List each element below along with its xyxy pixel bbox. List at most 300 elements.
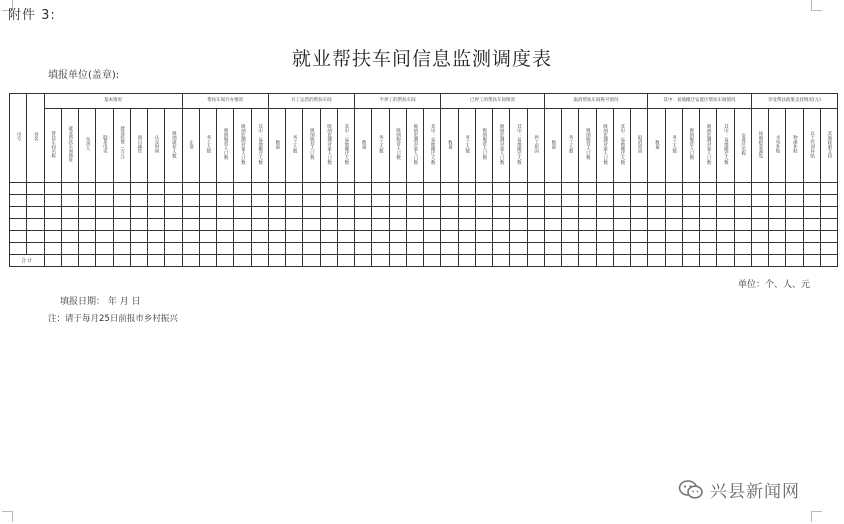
table-cell[interactable] <box>751 255 768 267</box>
table-cell[interactable] <box>130 219 147 231</box>
table-cell[interactable] <box>613 243 630 255</box>
table-cell[interactable] <box>303 183 320 195</box>
table-cell[interactable] <box>10 243 27 255</box>
table-cell[interactable] <box>372 195 389 207</box>
table-cell[interactable] <box>786 195 803 207</box>
table-cell[interactable] <box>372 255 389 267</box>
table-cell[interactable] <box>631 207 648 219</box>
table-cell[interactable] <box>769 183 786 195</box>
table-cell[interactable] <box>786 255 803 267</box>
table-cell[interactable] <box>682 243 699 255</box>
table-cell[interactable] <box>751 231 768 243</box>
table-cell[interactable] <box>613 207 630 219</box>
table-cell[interactable] <box>234 255 251 267</box>
table-cell[interactable] <box>113 219 130 231</box>
table-cell[interactable] <box>234 183 251 195</box>
table-cell[interactable] <box>596 219 613 231</box>
table-cell[interactable] <box>96 243 113 255</box>
table-cell[interactable] <box>786 207 803 219</box>
table-cell[interactable] <box>613 183 630 195</box>
table-cell[interactable] <box>199 255 216 267</box>
table-cell[interactable] <box>562 183 579 195</box>
table-cell[interactable] <box>268 195 285 207</box>
table-cell[interactable] <box>96 207 113 219</box>
table-cell[interactable] <box>148 231 165 243</box>
table-cell[interactable] <box>268 207 285 219</box>
table-cell[interactable] <box>544 231 561 243</box>
table-cell[interactable] <box>648 207 665 219</box>
table-cell[interactable] <box>579 243 596 255</box>
table-cell[interactable] <box>786 243 803 255</box>
table-cell[interactable] <box>717 255 734 267</box>
table-cell[interactable] <box>493 255 510 267</box>
table-cell[interactable] <box>372 243 389 255</box>
table-cell[interactable] <box>320 207 337 219</box>
table-cell[interactable] <box>44 219 61 231</box>
table-cell[interactable] <box>544 195 561 207</box>
table-cell[interactable] <box>10 219 27 231</box>
table-cell[interactable] <box>458 219 475 231</box>
table-cell[interactable] <box>79 219 96 231</box>
table-cell[interactable] <box>458 183 475 195</box>
table-cell[interactable] <box>734 243 751 255</box>
table-cell[interactable] <box>406 231 423 243</box>
table-cell[interactable] <box>648 231 665 243</box>
table-cell[interactable] <box>182 207 199 219</box>
table-cell[interactable] <box>475 195 492 207</box>
table-cell[interactable] <box>61 183 78 195</box>
table-cell[interactable] <box>130 243 147 255</box>
table-cell[interactable] <box>648 195 665 207</box>
table-cell[interactable] <box>527 219 544 231</box>
table-cell[interactable] <box>234 243 251 255</box>
table-cell[interactable] <box>631 183 648 195</box>
table-cell[interactable] <box>613 231 630 243</box>
table-cell[interactable] <box>10 207 27 219</box>
table-cell[interactable] <box>268 231 285 243</box>
table-cell[interactable] <box>648 255 665 267</box>
table-cell[interactable] <box>27 219 44 231</box>
table-cell[interactable] <box>372 231 389 243</box>
table-cell[interactable] <box>27 183 44 195</box>
table-cell[interactable] <box>96 255 113 267</box>
table-cell[interactable] <box>475 255 492 267</box>
table-cell[interactable] <box>786 219 803 231</box>
table-cell[interactable] <box>406 255 423 267</box>
table-cell[interactable] <box>700 207 717 219</box>
table-cell[interactable] <box>717 207 734 219</box>
table-cell[interactable] <box>355 255 372 267</box>
table-cell[interactable] <box>44 207 61 219</box>
table-cell[interactable] <box>320 183 337 195</box>
table-cell[interactable] <box>613 219 630 231</box>
table-cell[interactable] <box>493 219 510 231</box>
table-cell[interactable] <box>475 183 492 195</box>
table-cell[interactable] <box>44 243 61 255</box>
table-cell[interactable] <box>130 255 147 267</box>
table-cell[interactable] <box>303 255 320 267</box>
table-cell[interactable] <box>751 219 768 231</box>
table-cell[interactable] <box>148 195 165 207</box>
table-cell[interactable] <box>665 231 682 243</box>
table-cell[interactable] <box>234 207 251 219</box>
table-cell[interactable] <box>820 219 837 231</box>
table-cell[interactable] <box>44 183 61 195</box>
table-cell[interactable] <box>389 219 406 231</box>
table-cell[interactable] <box>596 207 613 219</box>
table-cell[interactable] <box>165 255 182 267</box>
table-cell[interactable] <box>820 243 837 255</box>
table-cell[interactable] <box>372 207 389 219</box>
table-cell[interactable] <box>493 231 510 243</box>
table-cell[interactable] <box>579 255 596 267</box>
table-cell[interactable] <box>251 183 268 195</box>
table-cell[interactable] <box>631 219 648 231</box>
table-cell[interactable] <box>320 219 337 231</box>
table-cell[interactable] <box>337 231 354 243</box>
table-cell[interactable] <box>717 195 734 207</box>
table-cell[interactable] <box>251 243 268 255</box>
table-cell[interactable] <box>424 243 441 255</box>
table-cell[interactable] <box>493 207 510 219</box>
table-cell[interactable] <box>475 219 492 231</box>
table-cell[interactable] <box>579 183 596 195</box>
table-cell[interactable] <box>579 231 596 243</box>
table-cell[interactable] <box>113 231 130 243</box>
table-cell[interactable] <box>27 231 44 243</box>
table-cell[interactable] <box>27 243 44 255</box>
table-cell[interactable] <box>355 219 372 231</box>
table-cell[interactable] <box>199 207 216 219</box>
table-cell[interactable] <box>700 231 717 243</box>
table-cell[interactable] <box>79 195 96 207</box>
table-cell[interactable] <box>303 243 320 255</box>
table-cell[interactable] <box>803 255 820 267</box>
table-cell[interactable] <box>165 195 182 207</box>
table-cell[interactable] <box>199 219 216 231</box>
table-cell[interactable] <box>96 183 113 195</box>
table-cell[interactable] <box>286 255 303 267</box>
table-cell[interactable] <box>61 195 78 207</box>
table-cell[interactable] <box>251 195 268 207</box>
table-cell[interactable] <box>803 183 820 195</box>
table-cell[interactable] <box>337 195 354 207</box>
table-cell[interactable] <box>665 195 682 207</box>
table-cell[interactable] <box>648 219 665 231</box>
table-cell[interactable] <box>769 195 786 207</box>
table-cell[interactable] <box>441 219 458 231</box>
table-cell[interactable] <box>734 207 751 219</box>
table-cell[interactable] <box>665 219 682 231</box>
table-cell[interactable] <box>493 243 510 255</box>
table-cell[interactable] <box>182 255 199 267</box>
table-cell[interactable] <box>303 195 320 207</box>
table-cell[interactable] <box>544 255 561 267</box>
table-cell[interactable] <box>268 183 285 195</box>
table-cell[interactable] <box>544 183 561 195</box>
table-cell[interactable] <box>251 231 268 243</box>
table-cell[interactable] <box>337 243 354 255</box>
table-cell[interactable] <box>389 231 406 243</box>
table-cell[interactable] <box>682 219 699 231</box>
table-cell[interactable] <box>61 207 78 219</box>
table-cell[interactable] <box>389 195 406 207</box>
table-cell[interactable] <box>251 255 268 267</box>
table-cell[interactable] <box>320 243 337 255</box>
table-cell[interactable] <box>217 195 234 207</box>
table-cell[interactable] <box>786 231 803 243</box>
table-cell[interactable] <box>234 231 251 243</box>
table-cell[interactable] <box>113 195 130 207</box>
table-cell[interactable] <box>286 231 303 243</box>
table-cell[interactable] <box>631 243 648 255</box>
table-cell[interactable] <box>562 207 579 219</box>
table-cell[interactable] <box>544 207 561 219</box>
table-cell[interactable] <box>613 195 630 207</box>
table-cell[interactable] <box>441 243 458 255</box>
table-cell[interactable] <box>217 207 234 219</box>
table-cell[interactable] <box>820 231 837 243</box>
table-cell[interactable] <box>217 243 234 255</box>
table-cell[interactable] <box>217 255 234 267</box>
table-cell[interactable] <box>389 183 406 195</box>
table-cell[interactable] <box>820 255 837 267</box>
table-cell[interactable] <box>96 195 113 207</box>
table-cell[interactable] <box>803 207 820 219</box>
table-cell[interactable] <box>406 243 423 255</box>
table-cell[interactable] <box>337 183 354 195</box>
table-cell[interactable] <box>424 195 441 207</box>
table-cell[interactable] <box>217 231 234 243</box>
table-cell[interactable] <box>130 231 147 243</box>
table-cell[interactable] <box>234 219 251 231</box>
table-cell[interactable] <box>544 219 561 231</box>
table-cell[interactable] <box>510 219 527 231</box>
table-cell[interactable] <box>303 231 320 243</box>
table-cell[interactable] <box>562 195 579 207</box>
table-cell[interactable] <box>113 207 130 219</box>
table-cell[interactable] <box>96 219 113 231</box>
table-cell[interactable] <box>786 183 803 195</box>
table-cell[interactable] <box>700 219 717 231</box>
table-cell[interactable] <box>406 207 423 219</box>
table-cell[interactable] <box>406 183 423 195</box>
table-cell[interactable] <box>79 255 96 267</box>
table-cell[interactable] <box>510 195 527 207</box>
table-cell[interactable] <box>751 207 768 219</box>
table-cell[interactable] <box>510 231 527 243</box>
table-cell[interactable] <box>61 243 78 255</box>
table-cell[interactable] <box>510 207 527 219</box>
table-cell[interactable] <box>10 231 27 243</box>
table-cell[interactable] <box>751 243 768 255</box>
table-cell[interactable] <box>717 183 734 195</box>
table-cell[interactable] <box>389 255 406 267</box>
table-cell[interactable] <box>79 243 96 255</box>
table-cell[interactable] <box>527 243 544 255</box>
table-cell[interactable] <box>148 243 165 255</box>
table-cell[interactable] <box>734 231 751 243</box>
table-cell[interactable] <box>286 219 303 231</box>
table-cell[interactable] <box>682 231 699 243</box>
table-cell[interactable] <box>769 231 786 243</box>
table-cell[interactable] <box>734 219 751 231</box>
table-cell[interactable] <box>803 243 820 255</box>
table-cell[interactable] <box>148 207 165 219</box>
table-cell[interactable] <box>182 195 199 207</box>
table-cell[interactable] <box>148 255 165 267</box>
table-cell[interactable] <box>389 243 406 255</box>
table-cell[interactable] <box>700 195 717 207</box>
table-cell[interactable] <box>665 243 682 255</box>
table-cell[interactable] <box>803 219 820 231</box>
table-cell[interactable] <box>458 255 475 267</box>
table-cell[interactable] <box>734 183 751 195</box>
table-cell[interactable] <box>165 243 182 255</box>
table-cell[interactable] <box>510 243 527 255</box>
table-cell[interactable] <box>510 183 527 195</box>
table-cell[interactable] <box>165 207 182 219</box>
table-cell[interactable] <box>148 219 165 231</box>
table-cell[interactable] <box>320 231 337 243</box>
table-cell[interactable] <box>27 195 44 207</box>
table-cell[interactable] <box>406 195 423 207</box>
table-cell[interactable] <box>113 243 130 255</box>
table-cell[interactable] <box>527 207 544 219</box>
table-cell[interactable] <box>79 231 96 243</box>
table-cell[interactable] <box>596 231 613 243</box>
table-cell[interactable] <box>648 243 665 255</box>
table-cell[interactable] <box>475 231 492 243</box>
table-cell[interactable] <box>682 195 699 207</box>
table-cell[interactable] <box>493 195 510 207</box>
table-cell[interactable] <box>406 219 423 231</box>
table-cell[interactable] <box>665 255 682 267</box>
table-cell[interactable] <box>441 183 458 195</box>
table-cell[interactable] <box>562 243 579 255</box>
table-cell[interactable] <box>579 219 596 231</box>
table-cell[interactable] <box>682 207 699 219</box>
table-cell[interactable] <box>61 219 78 231</box>
table-cell[interactable] <box>562 255 579 267</box>
table-cell[interactable] <box>527 195 544 207</box>
table-cell[interactable] <box>527 255 544 267</box>
table-cell[interactable] <box>130 183 147 195</box>
table-cell[interactable] <box>199 195 216 207</box>
table-cell[interactable] <box>320 195 337 207</box>
table-cell[interactable] <box>717 243 734 255</box>
table-cell[interactable] <box>458 207 475 219</box>
table-cell[interactable] <box>631 231 648 243</box>
table-cell[interactable] <box>165 231 182 243</box>
table-cell[interactable] <box>751 183 768 195</box>
table-cell[interactable] <box>251 207 268 219</box>
table-cell[interactable] <box>130 207 147 219</box>
table-cell[interactable] <box>337 255 354 267</box>
table-cell[interactable] <box>475 207 492 219</box>
table-cell[interactable] <box>475 243 492 255</box>
table-cell[interactable] <box>458 195 475 207</box>
table-cell[interactable] <box>562 231 579 243</box>
table-cell[interactable] <box>268 255 285 267</box>
table-cell[interactable] <box>682 183 699 195</box>
table-cell[interactable] <box>303 207 320 219</box>
table-cell[interactable] <box>320 255 337 267</box>
table-cell[interactable] <box>734 195 751 207</box>
table-cell[interactable] <box>700 255 717 267</box>
table-cell[interactable] <box>148 183 165 195</box>
table-cell[interactable] <box>820 183 837 195</box>
table-cell[interactable] <box>182 219 199 231</box>
table-cell[interactable] <box>441 255 458 267</box>
table-cell[interactable] <box>355 207 372 219</box>
table-cell[interactable] <box>234 195 251 207</box>
table-cell[interactable] <box>355 183 372 195</box>
table-cell[interactable] <box>751 195 768 207</box>
table-cell[interactable] <box>631 255 648 267</box>
table-cell[interactable] <box>79 207 96 219</box>
table-cell[interactable] <box>596 243 613 255</box>
table-cell[interactable] <box>803 195 820 207</box>
table-cell[interactable] <box>199 231 216 243</box>
table-cell[interactable] <box>769 219 786 231</box>
table-cell[interactable] <box>286 183 303 195</box>
table-cell[interactable] <box>79 183 96 195</box>
table-cell[interactable] <box>424 255 441 267</box>
table-cell[interactable] <box>579 207 596 219</box>
table-cell[interactable] <box>458 231 475 243</box>
table-cell[interactable] <box>769 255 786 267</box>
table-cell[interactable] <box>217 183 234 195</box>
table-cell[interactable] <box>44 255 61 267</box>
table-cell[interactable] <box>130 195 147 207</box>
table-cell[interactable] <box>182 243 199 255</box>
table-cell[interactable] <box>372 183 389 195</box>
table-cell[interactable] <box>544 243 561 255</box>
table-cell[interactable] <box>458 243 475 255</box>
table-cell[interactable] <box>61 255 78 267</box>
table-cell[interactable] <box>389 207 406 219</box>
table-cell[interactable] <box>44 231 61 243</box>
table-cell[interactable] <box>96 231 113 243</box>
table-cell[interactable] <box>510 255 527 267</box>
table-cell[interactable] <box>700 243 717 255</box>
table-cell[interactable] <box>199 183 216 195</box>
table-cell[interactable] <box>44 195 61 207</box>
table-cell[interactable] <box>286 243 303 255</box>
table-cell[interactable] <box>820 195 837 207</box>
table-cell[interactable] <box>596 183 613 195</box>
table-cell[interactable] <box>372 219 389 231</box>
table-cell[interactable] <box>268 219 285 231</box>
table-cell[interactable] <box>424 219 441 231</box>
table-cell[interactable] <box>441 231 458 243</box>
table-cell[interactable] <box>631 195 648 207</box>
table-cell[interactable] <box>648 183 665 195</box>
table-cell[interactable] <box>217 219 234 231</box>
table-cell[interactable] <box>165 219 182 231</box>
table-cell[interactable] <box>424 231 441 243</box>
table-cell[interactable] <box>596 255 613 267</box>
table-cell[interactable] <box>337 219 354 231</box>
table-cell[interactable] <box>199 243 216 255</box>
table-cell[interactable] <box>596 195 613 207</box>
table-cell[interactable] <box>337 207 354 219</box>
table-cell[interactable] <box>113 255 130 267</box>
table-cell[interactable] <box>10 183 27 195</box>
table-cell[interactable] <box>717 231 734 243</box>
table-cell[interactable] <box>424 183 441 195</box>
